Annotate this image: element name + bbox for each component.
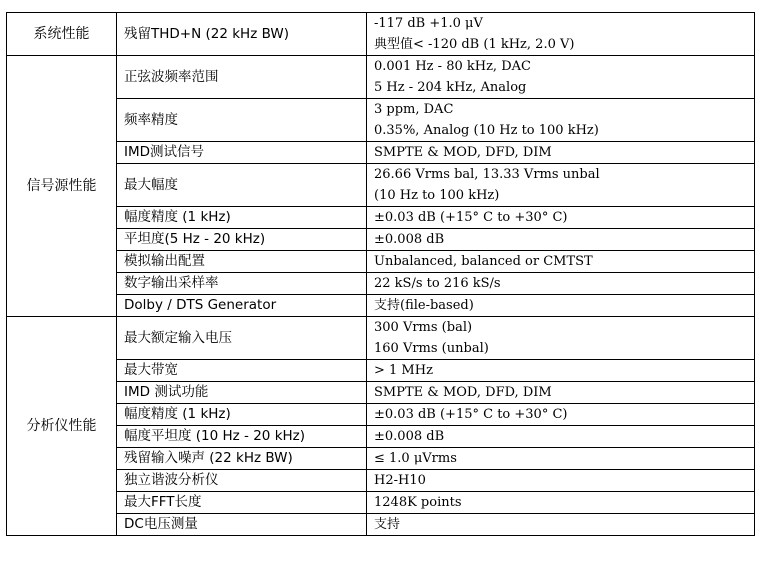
value-line: (10 Hz to 100 kHz) [374, 188, 500, 203]
parameter-cell: 正弦波频率范围 [117, 56, 367, 99]
category-cell: 系统性能 [7, 13, 117, 56]
value-cell [367, 514, 755, 536]
category-cell: 分析仪性能 [7, 317, 117, 536]
value-line: 0.001 Hz - 80 kHz, DAC [374, 59, 531, 74]
table-row [7, 56, 755, 99]
value-cell [367, 99, 755, 142]
parameter-cell: 幅度精度 (1 kHz) [117, 207, 367, 229]
value-cell [367, 360, 755, 382]
value-line: 典型值< -120 dB (1 kHz, 2.0 V) [374, 37, 575, 52]
value-line: ±0.008 dB [374, 429, 445, 444]
value-cell [367, 251, 755, 273]
table-row [7, 317, 755, 360]
table-row [7, 404, 755, 426]
table-row [7, 470, 755, 492]
parameter-cell: 最大幅度 [117, 164, 367, 207]
parameter-cell: 幅度精度 (1 kHz) [117, 404, 367, 426]
value-line: 22 kS/s to 216 kS/s [374, 276, 501, 291]
table-row [7, 99, 755, 142]
value-cell [367, 13, 755, 56]
table-row [7, 448, 755, 470]
value-cell [367, 142, 755, 164]
parameter-cell: 残留输入噪声 (22 kHz BW) [117, 448, 367, 470]
value-line: 支持 [374, 517, 401, 532]
value-line: 5 Hz - 204 kHz, Analog [374, 80, 527, 95]
table-row [7, 382, 755, 404]
value-cell [367, 295, 755, 317]
parameter-cell: Dolby / DTS Generator [117, 295, 367, 317]
value-cell [367, 56, 755, 99]
category-cell: 信号源性能 [7, 56, 117, 317]
parameter-cell: 数字输出采样率 [117, 273, 367, 295]
value-line: 160 Vrms (unbal) [374, 341, 489, 356]
parameter-cell: 频率精度 [117, 99, 367, 142]
value-line: ±0.03 dB (+15° C to +30° C) [374, 407, 568, 422]
value-cell [367, 492, 755, 514]
parameter-cell: 平坦度(5 Hz - 20 kHz) [117, 229, 367, 251]
value-line: ±0.008 dB [374, 232, 445, 247]
value-cell [367, 317, 755, 360]
value-cell [367, 470, 755, 492]
value-line: ±0.03 dB (+15° C to +30° C) [374, 210, 568, 225]
value-line: H2-H10 [374, 473, 426, 488]
value-cell [367, 426, 755, 448]
value-cell [367, 164, 755, 207]
table-row [7, 142, 755, 164]
value-line: 300 Vrms (bal) [374, 320, 473, 335]
value-cell [367, 404, 755, 426]
value-line: SMPTE & MOD, DFD, DIM [374, 385, 552, 400]
table-row [7, 492, 755, 514]
table-row [7, 229, 755, 251]
spec-table [6, 12, 755, 536]
parameter-cell: 独立谐波分析仪 [117, 470, 367, 492]
value-line: 支持(file-based) [374, 298, 474, 313]
value-line: 3 ppm, DAC [374, 102, 454, 117]
table-row [7, 295, 755, 317]
spec-table-body [7, 13, 755, 536]
value-cell [367, 448, 755, 470]
value-line: 1248K points [374, 495, 462, 510]
parameter-cell: IMD测试信号 [117, 142, 367, 164]
value-line: ≤ 1.0 μVrms [374, 451, 457, 466]
value-line: Unbalanced, balanced or CMTST [374, 254, 593, 269]
table-row [7, 251, 755, 273]
parameter-cell: IMD 测试功能 [117, 382, 367, 404]
parameter-cell: 残留THD+N (22 kHz BW) [117, 13, 367, 56]
parameter-cell: 最大FFT长度 [117, 492, 367, 514]
value-cell [367, 207, 755, 229]
value-cell [367, 382, 755, 404]
value-cell [367, 273, 755, 295]
table-row [7, 426, 755, 448]
parameter-cell: DC电压测量 [117, 514, 367, 536]
value-line: 0.35%, Analog (10 Hz to 100 kHz) [374, 123, 599, 138]
value-cell [367, 229, 755, 251]
parameter-cell: 幅度平坦度 (10 Hz - 20 kHz) [117, 426, 367, 448]
value-line: 26.66 Vrms bal, 13.33 Vrms unbal [374, 167, 600, 182]
value-line: > 1 MHz [374, 363, 433, 378]
table-row [7, 273, 755, 295]
value-line: -117 dB +1.0 μV [374, 16, 483, 31]
table-row [7, 207, 755, 229]
parameter-cell: 最大带宽 [117, 360, 367, 382]
table-row [7, 13, 755, 56]
value-line: SMPTE & MOD, DFD, DIM [374, 145, 552, 160]
table-row [7, 514, 755, 536]
parameter-cell: 模拟输出配置 [117, 251, 367, 273]
table-row [7, 360, 755, 382]
table-row [7, 164, 755, 207]
parameter-cell: 最大额定输入电压 [117, 317, 367, 360]
